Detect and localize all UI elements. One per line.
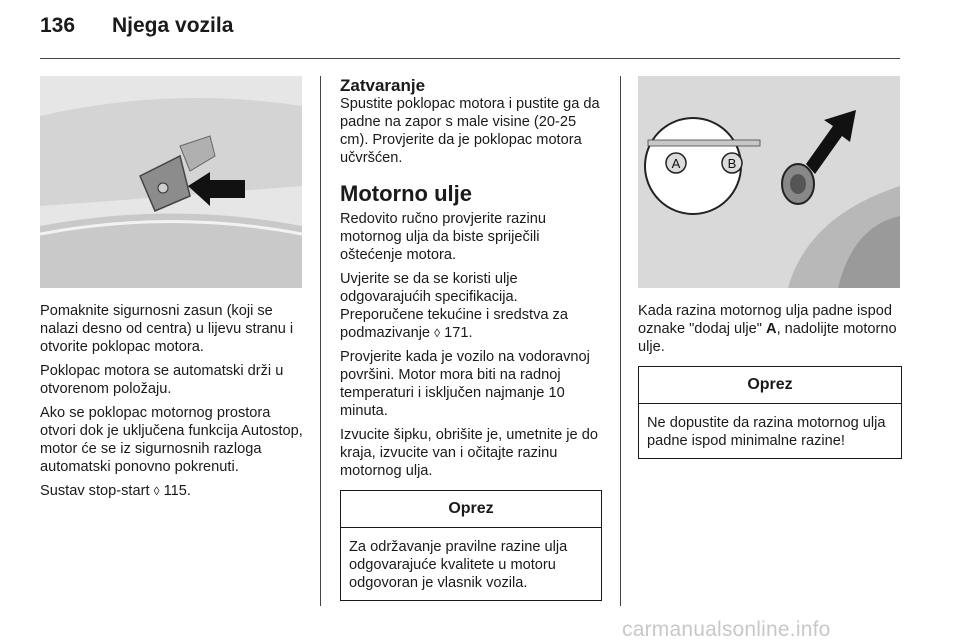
caution-title: Oprez [341, 491, 601, 528]
page-header [40, 14, 233, 38]
reference-page: 115. [163, 483, 191, 499]
paragraph [638, 302, 902, 356]
paragraph: Provjerite kada je vozilo na vodoravnoj površini. Motor mora biti na radnoj temperaturi i isključen najmanje 10 minuta. [340, 349, 590, 419]
caution-text: Za održavanje pravilne razine ulja odgovarajuće kvalitete u motoru odgovoran je vlasnik vozila. [349, 539, 568, 591]
column-2 [340, 76, 602, 601]
caution-box [340, 490, 602, 601]
paragraph-text: , nadolijte motorno ulje. [638, 321, 897, 355]
paragraph: Pomaknite sigurnosni zasun (koji se nalazi desno od centra) u lijevu stranu i otvorite poklopac motora. [40, 303, 294, 355]
reference-arrow-icon: ◊ [153, 484, 160, 498]
subheading-closing: Zatvaranje [340, 76, 426, 95]
reference-text: Sustav stop-start [40, 483, 150, 499]
reference-page: 171. [444, 325, 473, 341]
column-1 [40, 76, 304, 506]
column-3 [638, 76, 902, 459]
section-heading: Motorno ulje [340, 181, 472, 206]
column-divider-2 [620, 76, 621, 606]
paragraph: Izvucite šipku, obrišite je, umetnite je do kraja, izvucite van i očitajte razinu motornog ulja. [340, 427, 598, 479]
caution-title: Oprez [639, 367, 901, 404]
reference-arrow-icon: ◊ [434, 326, 441, 340]
paragraph-text: Kada razina motornog ulja padne ispod oznake "dodaj ulje" [638, 303, 892, 337]
caution-box [638, 366, 902, 459]
section-title: Njega vozila [112, 14, 234, 37]
paragraph: Poklopac motora se automatski drži u otvorenom položaju. [40, 363, 284, 397]
page-number: 136 [40, 14, 76, 37]
paragraph: Ako se poklopac motornog prostora otvori dok je uključena funkcija Autostop, motor će se iz sigurnosnih razloga automatski ponovno pokrenuti. [40, 405, 303, 475]
marker-a-bold: A [766, 321, 777, 337]
paragraph-text: Uvjerite se da se koristi ulje odgovarajućih specifikacija. Preporučene tekućine i sredstva za podmazivanje [340, 271, 568, 341]
hood-latch-illustration [40, 76, 302, 288]
watermark: carmanualsonline.info [622, 618, 831, 641]
paragraph: Spustite poklopac motora i pustite ga da padne na zapor s male visine (20-25 cm). Provjerite da je poklopac motora učvršćen. [340, 96, 600, 166]
oil-dipstick-illustration [638, 76, 900, 288]
caution-text: Ne dopustite da razina motornog ulja padne ispod minimalne razine! [647, 415, 886, 449]
paragraph: Redovito ručno provjerite razinu motornog ulja da biste spriječili oštećenje motora. [340, 211, 547, 263]
paragraph [340, 270, 602, 342]
column-divider-1 [320, 76, 321, 606]
header-rule [40, 58, 900, 59]
marker-label-b: B [727, 156, 737, 171]
cross-reference [40, 482, 304, 500]
marker-label-a: A [671, 156, 681, 171]
